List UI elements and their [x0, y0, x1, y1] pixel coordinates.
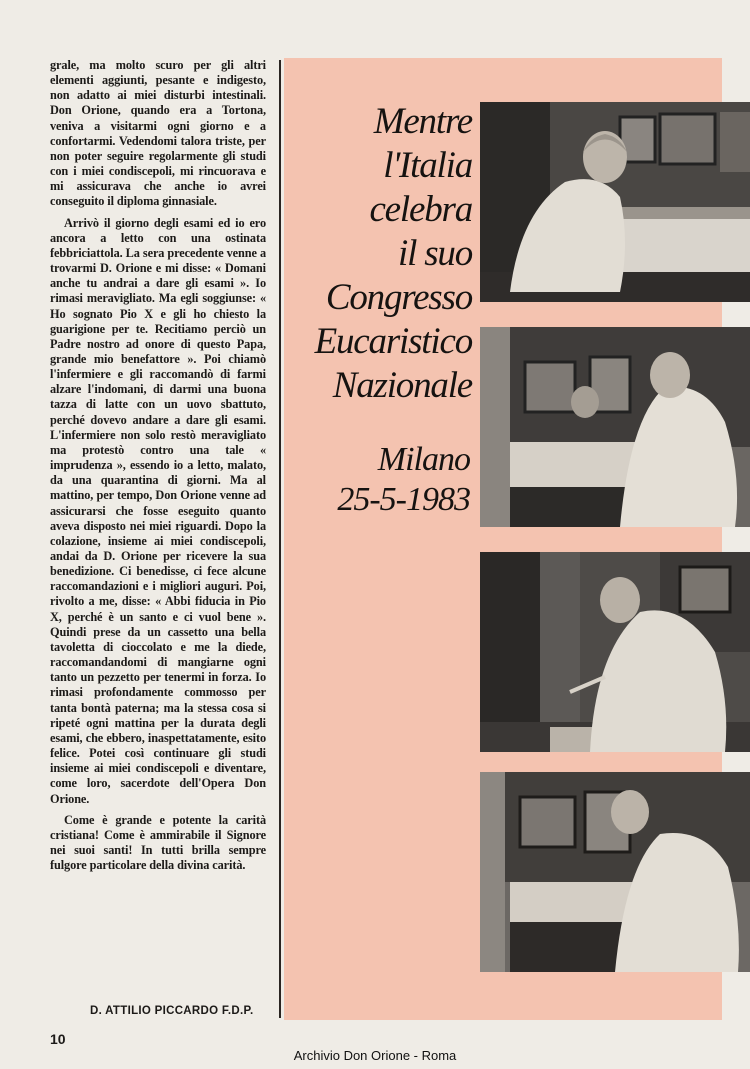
- headline-line: il suo: [397, 233, 472, 274]
- headline-line: Congresso: [325, 277, 472, 318]
- headline: [290, 100, 472, 408]
- column-divider: [279, 60, 281, 1018]
- photo-priest-at-altar-3: [480, 552, 750, 752]
- event-place: Milano: [377, 441, 470, 478]
- event-date: 25-5-1983: [337, 481, 470, 518]
- headline-line: Nazionale: [332, 365, 472, 406]
- photo-priest-at-altar-2: [480, 327, 750, 527]
- author-signature: D. ATTILIO PICCARDO F.D.P.: [90, 1005, 254, 1017]
- article-body: [50, 58, 266, 879]
- page-number: 10: [50, 1031, 66, 1047]
- event-place-date: [290, 440, 470, 520]
- headline-line: celebra: [369, 189, 472, 230]
- headline-line: Mentre: [373, 101, 472, 142]
- headline-line: l'Italia: [383, 145, 472, 186]
- photo-priest-at-altar-4: [480, 772, 750, 972]
- article-paragraph-1: grale, ma molto scuro per gli altri elementi aggiunti, pesante e indigesto, non adatto ai miei disturbi intestinali. Don Orione, quando era a Tortona, veniva a visitarmi ogni giorno e a confortarmi. Vedendomi talora triste, per non poter seguire regolarmente gli studi con i miei condiscepoli, mi rincuorava e mi assicurava che anche io avrei conseguito il diploma ginnasiale.: [50, 58, 266, 209]
- headline-line: Eucaristico: [314, 321, 472, 362]
- article-paragraph-2: Arrivò il giorno degli esami ed io ero ancora a letto con una ostinata febbriciattola. La sera precedente venne a trovarmi D. Orione e mi disse: « Domani anche tu andrai a dare gli esami ». Io rimasi meravigliato. Ma egli soggiunse: « Ho sognato Pio X e gli ho chiesto la guarigione per te. Recitiamo perciò un Padre nostro ad onore di questo Papa, grande mio benefattore ». Poi chiamò l'infermiere e gli raccomandò di farmi alzare l'indomani, di darmi una buona tazza di latte con un uovo sbattuto, perché dovevo andare a dare gli esami. L'infermiere non solo restò meravigliato ma protestò contro una tale « imprudenza », essendo io a letto, malato, da una quarantina di giorni. Ma al mattino, per tempo, Don Orione venne ad assicurarsi che fosse eseguito quanto aveva disposto nei miei riguardi. Dopo la colazione, insieme ai miei condiscepoli, andai da D. Orione per ricevere la sua benedizione. Ci benedisse, ci fece alcune raccomandazioni e i migliori auguri. Poi, rivolto a me, disse: « Abbi fiducia in Pio X, perché è un santo e ci vuol bene ». Quindi prese da un cassetto una bella tavoletta di cioccolato e me la diede, raccomandandomi di mangiarne ogni tanto un pezzetto per tenermi in forza. Io rimasi profondamente commosso per tanta bontà paterna; ma la stessa cosa si ripeté ogni mattina per la durata degli esami, che ebbero, inaspettatamente, esito felice. Potei così continuare gli studi insieme ai miei condiscepoli e diventare, come loro, sacerdote dell'Opera Don Orione.: [50, 215, 266, 806]
- photo-priest-at-altar-1: [480, 102, 750, 302]
- archive-footer: Archivio Don Orione - Roma: [293, 1048, 457, 1063]
- article-paragraph-3: Come è grande e potente la carità cristiana! Come è ammirabile il Signore nei suoi santi! In tutti brilla sempre fulgore particolare della divina carità.: [50, 812, 266, 873]
